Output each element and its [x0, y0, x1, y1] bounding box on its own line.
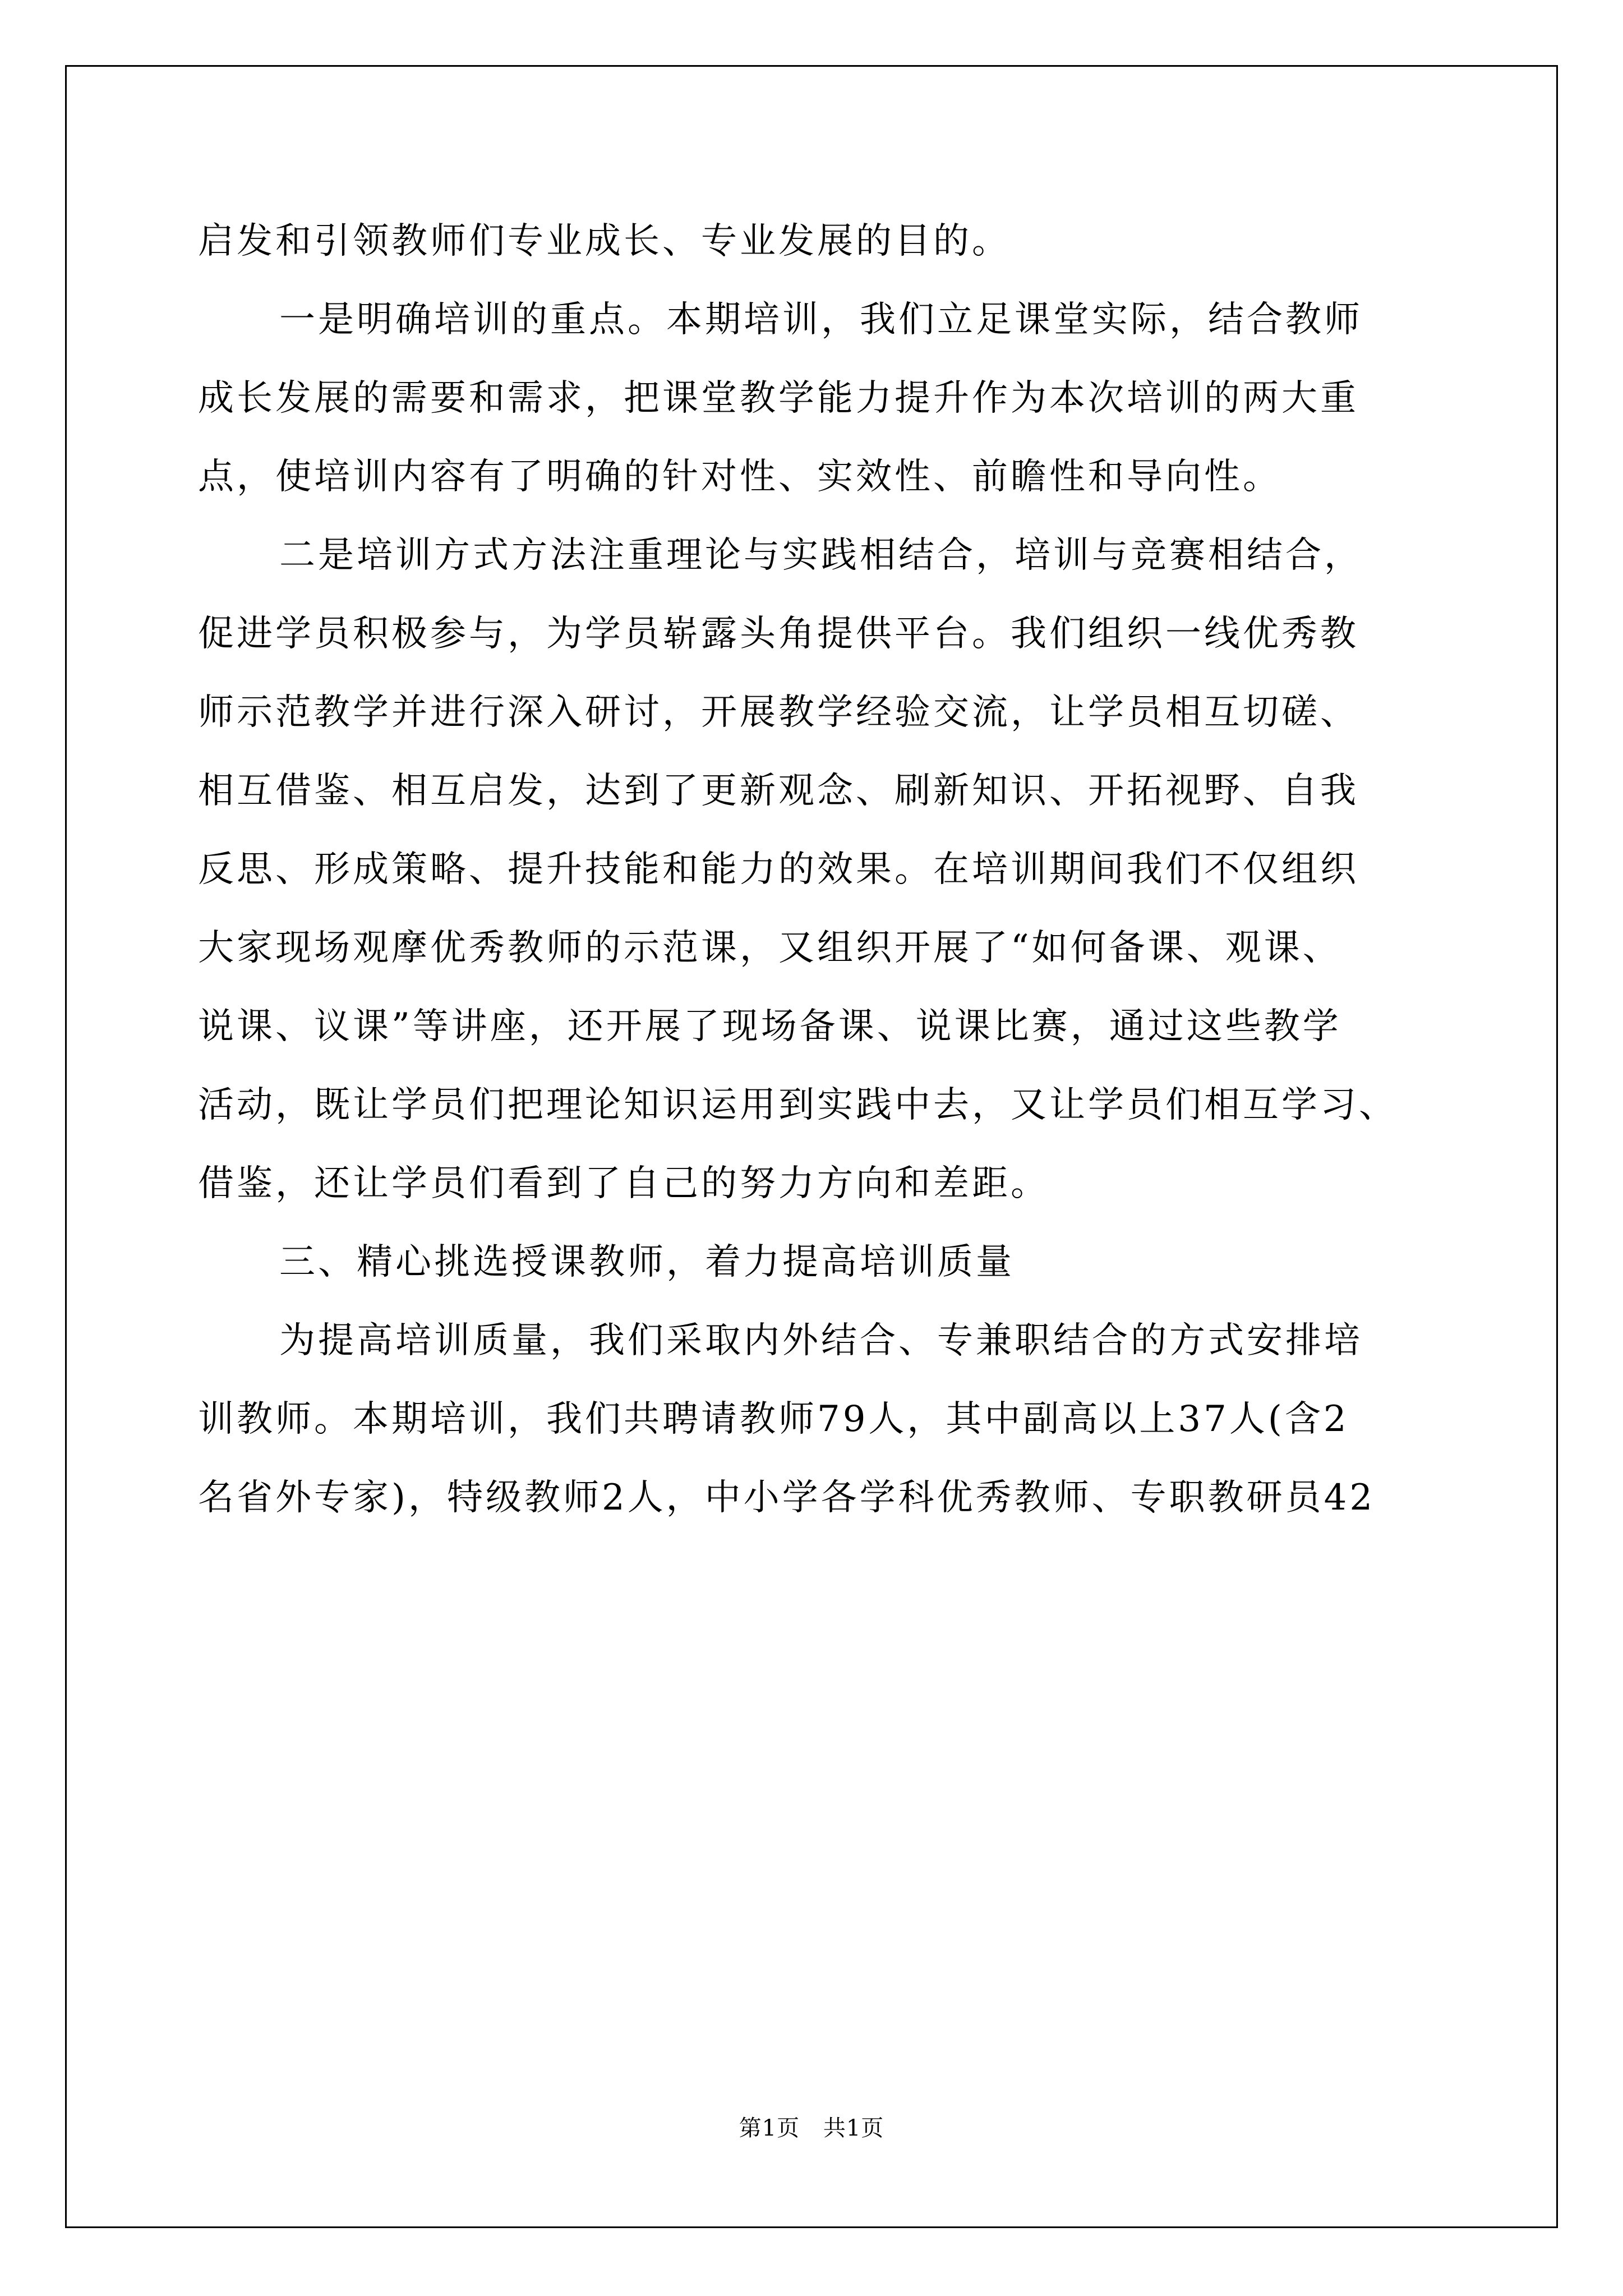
- paragraph-start: 为提高培训质量，我们采取内外结合、专兼职结合的方式安排培: [279, 1320, 1363, 1361]
- text-line: 成长发展的需要和需求，把课堂教学能力提升作为本次培训的两大重: [198, 378, 1359, 419]
- text-line: 名省外专家)，特级教师2人，中小学各学科优秀教师、专职教研员42: [198, 1477, 1376, 1519]
- page-footer: [0, 2111, 1623, 2145]
- text-line: 训教师。本期培训，我们共聘请教师79人，其中副高以上37人(含2: [198, 1398, 1349, 1440]
- text-line: 反思、形成策略、提升技能和能力的效果。在培训期间我们不仅组织: [198, 849, 1359, 890]
- paragraph-start: 二是培训方式方法注重理论与实践相结合，培训与竞赛相结合，: [279, 535, 1363, 576]
- paragraph-start: 一是明确培训的重点。本期培训，我们立足课堂实际，结合教师: [279, 299, 1363, 341]
- text-line: 活动，既让学员们把理论知识运用到实践中去，又让学员们相互学习、: [198, 1084, 1398, 1126]
- section-heading: 三、精心挑选授课教师，着力提高培训质量: [279, 1241, 1015, 1283]
- page-number: 第1页: [739, 2115, 800, 2141]
- text-line: 说课、议课”等讲座，还开展了现场备课、说课比赛，通过这些教学: [198, 1006, 1341, 1047]
- page-total: 共1页: [823, 2115, 884, 2141]
- text-line: 启发和引领教师们专业成长、专业发展的目的。: [198, 220, 1011, 262]
- text-line: 相互借鉴、相互启发，达到了更新观念、刷新知识、开拓视野、自我: [198, 770, 1359, 812]
- text-line: 促进学员积极参与，为学员崭露头角提供平台。我们组织一线优秀教: [198, 613, 1359, 655]
- text-line: 点，使培训内容有了明确的针对性、实效性、前瞻性和导向性。: [198, 456, 1281, 498]
- text-line: 师示范教学并进行深入研讨，开展教学经验交流，让学员相互切磋、: [198, 692, 1359, 733]
- text-line: 借鉴，还让学员们看到了自己的努力方向和差距。: [198, 1163, 1049, 1204]
- text-line: 大家现场观摩优秀教师的示范课，又组织开展了“如何备课、观课、: [198, 927, 1341, 969]
